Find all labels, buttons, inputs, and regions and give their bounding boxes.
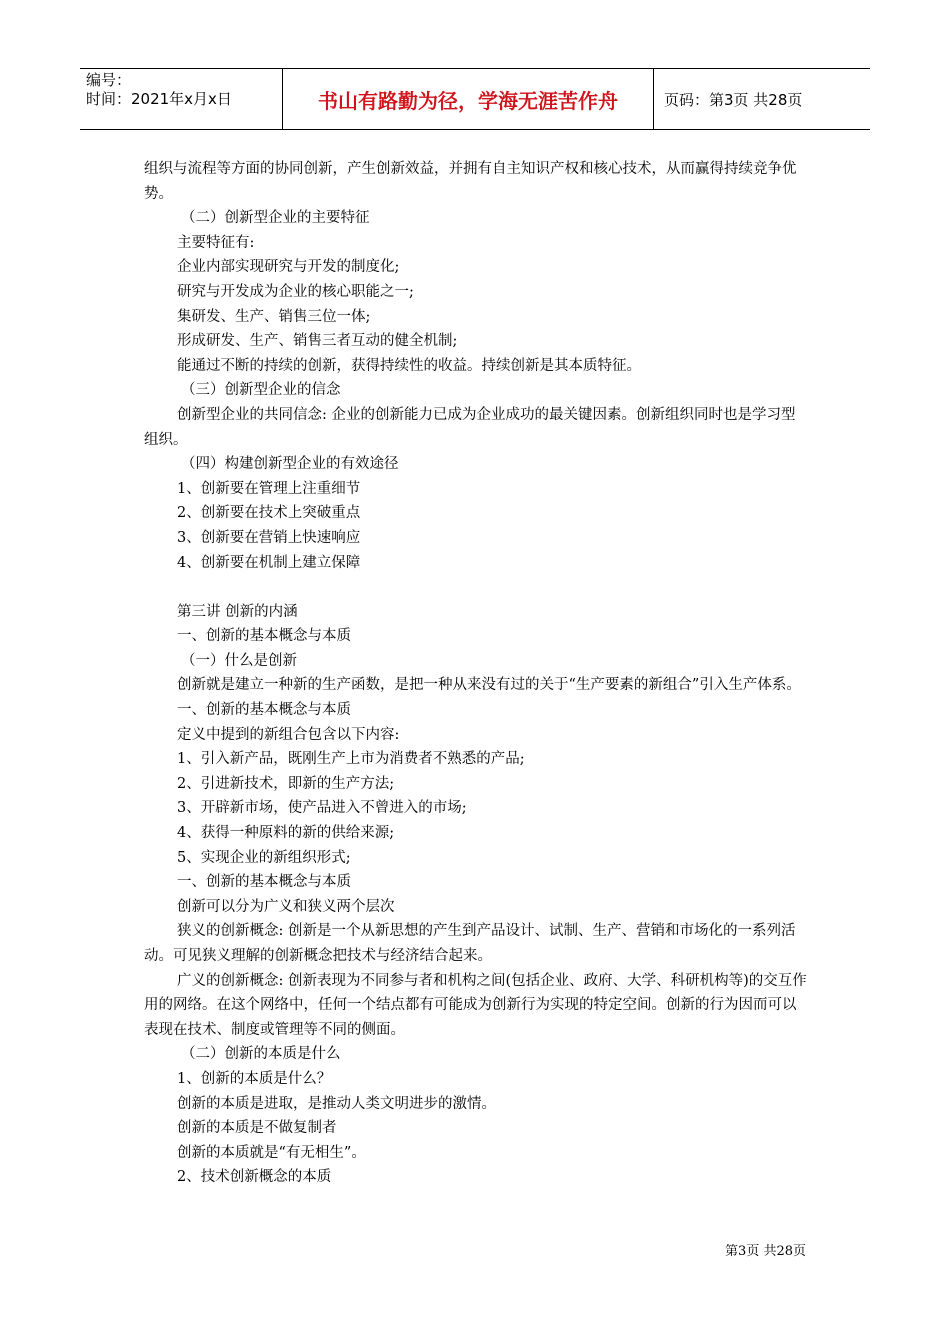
section-heading: （二）创新的本质是什么 <box>181 1046 341 1063</box>
page-header <box>80 68 870 130</box>
paragraph: 狭义的创新概念: 创新是一个从新思想的产生到产品设计、试制、生产、营销和市场化的一系列活动。可见狭义理解的创新概念把技术与经济结合起来。 <box>144 923 796 964</box>
paragraph: 定义中提到的新组合包含以下内容: <box>177 726 400 743</box>
list-item: 4、获得一种原料的新的供给来源; <box>177 825 395 842</box>
header-info <box>80 69 282 129</box>
section-heading: 一、创新的基本概念与本质 <box>177 874 351 891</box>
paragraph: 主要特征有: <box>177 234 255 251</box>
list-item: 集研发、生产、销售三位一体; <box>177 308 371 325</box>
list-item: 5、实现企业的新组织形式; <box>177 849 351 866</box>
paragraph: 组织与流程等方面的协同创新，产生创新效益，并拥有自主知识产权和核心技术，从而赢得持续竞争优势。 <box>144 161 797 202</box>
section-heading: （二）创新型企业的主要特征 <box>181 210 370 227</box>
document-date-label: 时间：2021年x月x日 <box>86 90 232 108</box>
list-item: 研究与开发成为企业的核心职能之一; <box>177 283 414 300</box>
document-body <box>144 157 808 1190</box>
paragraph: 创新就是建立一种新的生产函数，是把一种从来没有过的关于“生产要素的新组合”引入生产体系。 <box>177 677 801 694</box>
list-item: 1、创新的本质是什么？ <box>177 1070 332 1087</box>
lecture-title: 第三讲 创新的内涵 <box>177 603 298 620</box>
document-number-label: 编号： <box>86 71 132 89</box>
section-heading: （四）构建创新型企业的有效途径 <box>181 456 399 473</box>
section-heading: （三）创新型企业的信念 <box>181 382 341 399</box>
header-motto: 书山有路勤为径，学海无涯苦作舟 <box>282 69 654 129</box>
paragraph: 广义的创新概念: 创新表现为不同参与者和机构之间(包括企业、政府、大学、科研机构等)的交互作用的网络。在这个网络中，任何一个结点都有可能成为创新行为实现的特定空间。创新的行为因而可以表现在技术、制度或管理等不同的侧面。 <box>144 972 807 1038</box>
list-item: 企业内部实现研究与开发的制度化; <box>177 259 400 276</box>
paragraph: 创新可以分为广义和狭义两个层次 <box>177 898 395 915</box>
page-footer: 第3页 共28页 <box>725 1244 806 1259</box>
list-item: 2、创新要在技术上突破重点 <box>177 505 361 522</box>
list-item: 3、开辟新市场，使产品进入不曾进入的市场; <box>177 800 467 817</box>
header-page-number: 页码：第3页 共28页 <box>664 90 803 109</box>
list-item: 形成研发、生产、销售三者互动的健全机制; <box>177 333 458 350</box>
list-item: 4、创新要在机制上建立保障 <box>177 554 361 571</box>
list-item: 2、技术创新概念的本质 <box>177 1169 332 1186</box>
list-item: 1、引入新产品，既刚生产上市为消费者不熟悉的产品; <box>177 751 525 768</box>
paragraph: 创新的本质就是“有无相生”。 <box>177 1144 366 1161</box>
paragraph: 创新的本质是进取，是推动人类文明进步的激情。 <box>177 1095 496 1112</box>
paragraph: 能通过不断的持续的创新，获得持续性的收益。持续创新是其本质特征。 <box>177 357 641 374</box>
section-heading: 一、创新的基本概念与本质 <box>177 702 351 719</box>
section-heading: 一、创新的基本概念与本质 <box>177 628 351 645</box>
list-item: 3、创新要在营销上快速响应 <box>177 529 361 546</box>
paragraph: 创新的本质是不做复制者 <box>177 1120 337 1137</box>
section-heading: （一）什么是创新 <box>181 652 297 669</box>
list-item: 1、创新要在管理上注重细节 <box>177 480 361 497</box>
list-item: 2、引进新技术，即新的生产方法; <box>177 775 395 792</box>
paragraph: 创新型企业的共同信念: 企业的创新能力已成为企业成功的最关键因素。创新组织同时也是学习型组织。 <box>144 406 796 448</box>
